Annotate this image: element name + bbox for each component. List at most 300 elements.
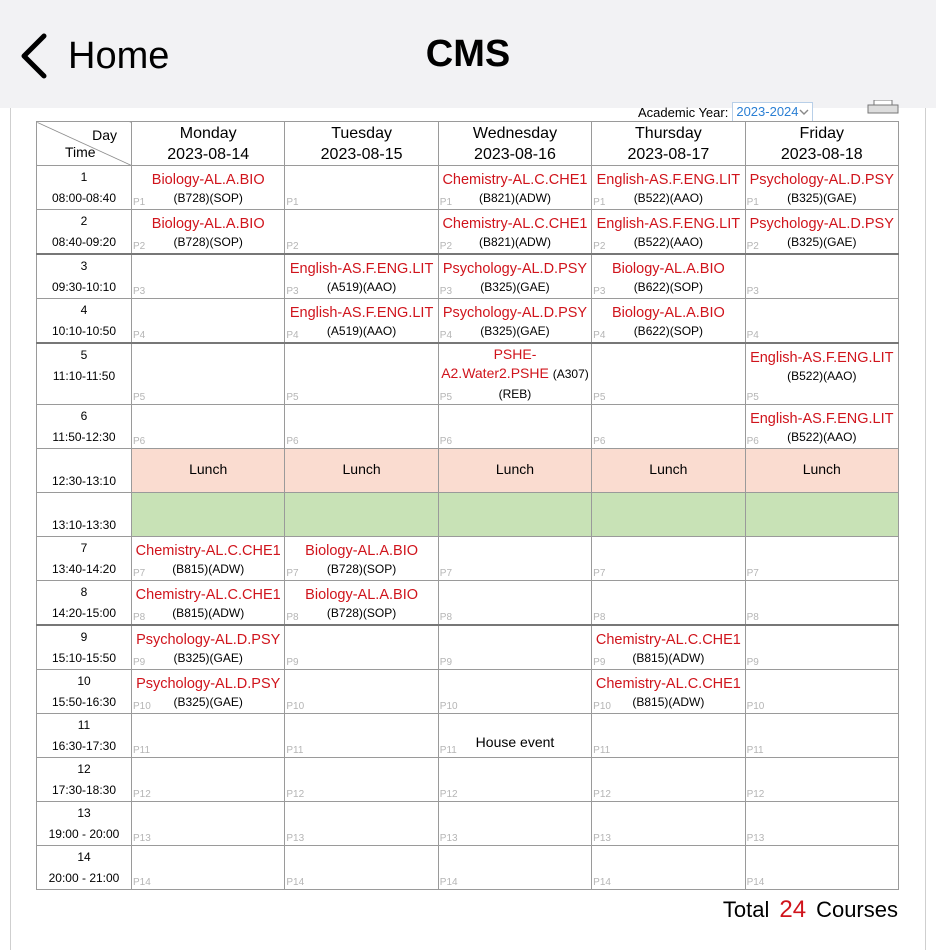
- time-cell: [37, 166, 132, 210]
- table-row: [37, 254, 899, 299]
- period-label: P4: [593, 330, 606, 341]
- day-header: [592, 122, 745, 166]
- period-time: 17:30-18:30: [51, 783, 117, 797]
- academic-year-select[interactable]: [732, 102, 812, 122]
- course-name[interactable]: Chemistry-AL.C.CHE1: [442, 172, 588, 188]
- course-name[interactable]: Chemistry-AL.C.CHE1: [595, 632, 741, 648]
- table-row: [37, 210, 899, 255]
- course-name[interactable]: Chemistry-AL.C.CHE1: [135, 543, 281, 559]
- schedule-cell[interactable]: [592, 299, 745, 344]
- period-time: 08:40-09:20: [51, 235, 117, 249]
- period-label: P2: [746, 241, 759, 252]
- period-number: [37, 493, 131, 515]
- schedule-cell[interactable]: [132, 714, 285, 758]
- period-label: P9: [746, 657, 759, 668]
- time-cell: [37, 625, 132, 670]
- period-time: 12:30-13:10: [51, 474, 117, 488]
- course-room: (B728)(SOP): [173, 191, 243, 205]
- course-room: (B815)(ADW): [172, 606, 245, 620]
- period-label: P9: [439, 657, 453, 668]
- table-row: [37, 802, 899, 846]
- course-room: (B325)(GAE): [173, 695, 243, 709]
- lunch-label: Lunch: [649, 461, 688, 477]
- period-label: P1: [286, 197, 299, 208]
- time-cell: [37, 343, 132, 405]
- lunch-cell: [745, 449, 898, 493]
- period-label: P1: [439, 197, 453, 208]
- day-date: 2023-08-15: [320, 145, 403, 163]
- period-label: P14: [286, 877, 305, 888]
- schedule-cell[interactable]: [745, 802, 898, 846]
- period-label: P6: [286, 436, 299, 447]
- period-number: 12: [77, 762, 91, 776]
- schedule-cell[interactable]: [285, 343, 438, 405]
- schedule-cell[interactable]: [592, 670, 745, 714]
- course-name[interactable]: Biology-AL.A.BIO: [305, 587, 418, 603]
- course-name[interactable]: Biology-AL.A.BIO: [611, 261, 725, 277]
- total-suffix: Courses: [816, 897, 898, 922]
- period-label: P14: [439, 877, 458, 888]
- schedule-cell[interactable]: [592, 581, 745, 626]
- day-name: Wednesday: [472, 124, 558, 142]
- schedule-cell[interactable]: [438, 581, 591, 626]
- period-label: P11: [133, 745, 151, 756]
- course-name[interactable]: English-AS.F.ENG.LIT: [596, 172, 741, 188]
- schedule-cell[interactable]: [592, 343, 745, 405]
- course-name[interactable]: Biology-AL.A.BIO: [151, 172, 265, 188]
- schedule-cell[interactable]: [438, 758, 591, 802]
- lunch-cell: [592, 449, 745, 493]
- course-room: (A519)(AAO): [326, 280, 397, 294]
- time-cell: [37, 714, 132, 758]
- day-date: 2023-08-18: [780, 145, 863, 163]
- time-cell: [37, 493, 132, 537]
- period-label: P8: [439, 612, 453, 623]
- period-label: P3: [746, 286, 759, 297]
- period-label: P13: [286, 833, 305, 844]
- schedule-cell[interactable]: [285, 758, 438, 802]
- schedule-cell[interactable]: [592, 166, 745, 210]
- schedule-cell[interactable]: [285, 581, 438, 626]
- period-label: P7: [746, 568, 759, 579]
- break-cell: [132, 493, 285, 537]
- schedule-cell[interactable]: [285, 254, 438, 299]
- schedule-cell[interactable]: [745, 670, 898, 714]
- time-cell: [37, 210, 132, 255]
- period-number: 5: [80, 348, 88, 362]
- schedule-cell[interactable]: [745, 210, 898, 255]
- period-label: P6: [593, 436, 606, 447]
- schedule-cell[interactable]: [745, 254, 898, 299]
- schedule-cell[interactable]: [745, 299, 898, 344]
- schedule-cell[interactable]: [438, 254, 591, 299]
- course-room: (B522)(AAO): [633, 191, 704, 205]
- table-row: [37, 537, 899, 581]
- course-room: (B821)(ADW): [478, 235, 551, 249]
- course-room: (B325)(GAE): [787, 235, 857, 249]
- course-room: (B325)(GAE): [480, 324, 550, 338]
- course-room: (B821)(ADW): [478, 191, 551, 205]
- period-label: P7: [439, 568, 453, 579]
- course-name[interactable]: Chemistry-AL.C.CHE1: [442, 216, 588, 232]
- break-cell: [438, 493, 591, 537]
- corner-time-label: Time: [65, 144, 96, 160]
- period-label: P10: [593, 701, 611, 712]
- schedule-cell[interactable]: [285, 846, 438, 890]
- schedule-cell[interactable]: [285, 625, 438, 670]
- schedule-cell[interactable]: [132, 758, 285, 802]
- schedule-cell[interactable]: [438, 166, 591, 210]
- period-label: P7: [286, 568, 299, 579]
- period-time: 14:20-15:00: [51, 606, 117, 620]
- period-label: P6: [439, 436, 453, 447]
- period-number: 8: [80, 585, 88, 599]
- lunch-cell: [132, 449, 285, 493]
- schedule-cell[interactable]: [592, 714, 745, 758]
- period-label: P1: [593, 197, 606, 208]
- period-label: P8: [593, 612, 606, 623]
- table-row: [37, 846, 899, 890]
- schedule-cell[interactable]: [132, 343, 285, 405]
- period-label: P12: [593, 789, 611, 800]
- schedule-cell[interactable]: [285, 166, 438, 210]
- period-label: P9: [593, 657, 606, 668]
- period-number: 9: [80, 630, 88, 644]
- schedule-cell[interactable]: [745, 166, 898, 210]
- period-label: P3: [286, 286, 299, 297]
- lunch-label: Lunch: [189, 461, 228, 477]
- table-row: [37, 625, 899, 670]
- period-time: 08:00-08:40: [51, 191, 117, 205]
- period-label: P8: [746, 612, 759, 623]
- day-date: 2023-08-14: [167, 145, 250, 163]
- course-room: (B815)(ADW): [172, 562, 245, 576]
- period-label: P11: [439, 745, 457, 756]
- course-name-part: A2.Water2.PSHE: [441, 365, 549, 381]
- day-header: [745, 122, 898, 166]
- back-label: Home: [68, 34, 170, 77]
- period-label: P5: [133, 392, 146, 403]
- day-header: [285, 122, 438, 166]
- schedule-cell[interactable]: [438, 802, 591, 846]
- period-label: P1: [746, 197, 759, 208]
- academic-year-label: Academic Year:: [638, 104, 729, 120]
- day-header: [132, 122, 285, 166]
- schedule-cell[interactable]: [592, 254, 745, 299]
- period-number: 7: [80, 541, 88, 555]
- chevron-down-icon: [799, 108, 809, 116]
- time-cell: [37, 758, 132, 802]
- period-number: 1: [80, 170, 88, 184]
- day-header-row: [37, 122, 899, 166]
- schedule-cell[interactable]: [132, 210, 285, 255]
- period-label: P13: [439, 833, 458, 844]
- period-label: P3: [593, 286, 606, 297]
- course-name[interactable]: English-AS.F.ENG.LIT: [289, 305, 434, 321]
- period-label: P12: [133, 789, 151, 800]
- period-number: 13: [77, 806, 91, 820]
- course-room: (B522)(AAO): [633, 235, 704, 249]
- course-room: (A307): [552, 367, 589, 381]
- period-label: P10: [286, 701, 305, 712]
- table-row: [37, 299, 899, 344]
- schedule-cell[interactable]: [132, 670, 285, 714]
- period-label: P13: [593, 833, 611, 844]
- schedule-cell[interactable]: [285, 210, 438, 255]
- period-time: 09:30-10:10: [51, 280, 117, 294]
- schedule-cell[interactable]: [132, 802, 285, 846]
- period-number: 11: [77, 718, 91, 732]
- schedule-cell[interactable]: [438, 670, 591, 714]
- period-label: P5: [286, 392, 299, 403]
- table-row: [37, 405, 899, 449]
- table-row: [37, 166, 899, 210]
- schedule-cell[interactable]: [132, 537, 285, 581]
- break-cell: [745, 493, 898, 537]
- period-label: P2: [593, 241, 606, 252]
- course-room: (B325)(GAE): [480, 280, 550, 294]
- time-cell: [37, 846, 132, 890]
- schedule-cell[interactable]: [132, 581, 285, 626]
- schedule-cell[interactable]: [132, 166, 285, 210]
- period-label: P4: [286, 330, 299, 341]
- period-label: P13: [746, 833, 765, 844]
- period-number: 10: [77, 674, 91, 688]
- period-label: P11: [593, 745, 611, 756]
- time-cell: [37, 581, 132, 626]
- total-prefix: Total: [722, 897, 770, 922]
- period-time: 19:00 - 20:00: [48, 827, 120, 841]
- schedule-cell[interactable]: [745, 537, 898, 581]
- period-label: P7: [133, 568, 146, 579]
- schedule-cell[interactable]: [438, 210, 591, 255]
- course-name[interactable]: Psychology-AL.D.PSY: [136, 632, 281, 648]
- time-cell: [37, 537, 132, 581]
- course-room: (B728)(SOP): [326, 606, 397, 620]
- schedule-cell[interactable]: [438, 625, 591, 670]
- period-time: 11:10-11:50: [52, 369, 116, 383]
- day-name: Friday: [799, 124, 844, 142]
- course-name[interactable]: English-AS.F.ENG.LIT: [750, 350, 894, 366]
- period-time: 15:10-15:50: [51, 651, 117, 665]
- course-room: (B815)(ADW): [632, 695, 705, 709]
- day-name: Monday: [179, 124, 237, 142]
- course-name[interactable]: Psychology-AL.D.PSY: [442, 305, 588, 321]
- period-label: P4: [133, 330, 146, 341]
- schedule-cell[interactable]: [745, 714, 898, 758]
- period-label: P2: [286, 241, 299, 252]
- period-time: 15:50-16:30: [51, 695, 117, 709]
- total-count: 24: [779, 896, 807, 923]
- period-label: P7: [593, 568, 606, 579]
- period-time: 20:00 - 21:00: [48, 871, 120, 885]
- course-room: (B728)(SOP): [173, 235, 243, 249]
- schedule-cell[interactable]: [592, 758, 745, 802]
- schedule-cell[interactable]: [438, 405, 591, 449]
- period-number: 6: [80, 409, 88, 423]
- lunch-cell: [438, 449, 591, 493]
- period-label: P1: [133, 197, 146, 208]
- period-label: P12: [746, 789, 765, 800]
- nav-bar: [0, 0, 936, 108]
- course-name[interactable]: English-AS.F.ENG.LIT: [596, 216, 741, 232]
- schedule-cell[interactable]: [745, 405, 898, 449]
- course-name[interactable]: English-AS.F.ENG.LIT: [750, 411, 894, 427]
- course-name[interactable]: Psychology-AL.D.PSY: [749, 172, 894, 188]
- period-label: P4: [439, 330, 453, 341]
- period-label: P3: [133, 286, 146, 297]
- total-courses: [723, 896, 898, 924]
- break-cell: [592, 493, 745, 537]
- time-cell: [37, 299, 132, 344]
- period-label: P5: [746, 392, 759, 403]
- time-cell: [37, 670, 132, 714]
- period-label: P2: [439, 241, 453, 252]
- break-row: [37, 493, 899, 537]
- course-name[interactable]: Psychology-AL.D.PSY: [442, 261, 588, 277]
- schedule-cell[interactable]: [592, 802, 745, 846]
- period-label: P3: [439, 286, 453, 297]
- period-label: P8: [133, 612, 146, 623]
- schedule-cell[interactable]: [132, 299, 285, 344]
- period-label: P2: [133, 241, 146, 252]
- schedule-cell[interactable]: [285, 537, 438, 581]
- period-label: P11: [286, 745, 304, 756]
- course-name[interactable]: Biology-AL.A.BIO: [611, 305, 725, 321]
- schedule-cell[interactable]: [592, 210, 745, 255]
- course-room: (B325)(GAE): [173, 651, 243, 665]
- schedule-cell[interactable]: [745, 846, 898, 890]
- lunch-row: [37, 449, 899, 493]
- schedule-cell[interactable]: [285, 802, 438, 846]
- schedule-cell[interactable]: [438, 846, 591, 890]
- day-header: [438, 122, 591, 166]
- course-name[interactable]: Chemistry-AL.C.CHE1: [135, 587, 281, 603]
- period-number: 2: [80, 214, 88, 228]
- period-label: P10: [746, 701, 765, 712]
- period-label: P11: [746, 745, 764, 756]
- schedule-cell[interactable]: [132, 405, 285, 449]
- academic-year-value: 2023-2024: [736, 104, 799, 119]
- course-name[interactable]: English-AS.F.ENG.LIT: [289, 261, 434, 277]
- lunch-cell: [285, 449, 438, 493]
- day-date: 2023-08-16: [474, 145, 556, 163]
- schedule-cell[interactable]: [285, 405, 438, 449]
- schedule-cell[interactable]: [745, 581, 898, 626]
- period-label: P9: [133, 657, 146, 668]
- period-label: P14: [746, 877, 765, 888]
- course-room: (B622)(SOP): [633, 280, 704, 294]
- table-row: [37, 714, 899, 758]
- period-label: P5: [439, 392, 453, 403]
- table-row: [37, 581, 899, 626]
- schedule-cell[interactable]: [438, 299, 591, 344]
- schedule-cell[interactable]: [285, 714, 438, 758]
- schedule-cell[interactable]: [132, 625, 285, 670]
- table-row: [37, 758, 899, 802]
- course-name[interactable]: Chemistry-AL.C.CHE1: [595, 676, 741, 692]
- academic-year: [638, 101, 813, 123]
- schedule-cell[interactable]: [745, 758, 898, 802]
- period-time: 11:50-12:30: [52, 430, 116, 444]
- period-number: 14: [77, 850, 91, 864]
- course-room: (B622)(SOP): [633, 324, 704, 338]
- period-label: P8: [286, 612, 299, 623]
- period-label: P9: [286, 657, 299, 668]
- schedule-cell[interactable]: [592, 846, 745, 890]
- page-title: CMS: [425, 33, 511, 75]
- period-label: P14: [593, 877, 611, 888]
- schedule-cell[interactable]: [745, 343, 898, 405]
- course-name[interactable]: Biology-AL.A.BIO: [305, 543, 418, 559]
- table-row: [37, 343, 899, 405]
- timetable: [36, 121, 899, 890]
- course-name-part: PSHE-: [493, 346, 537, 362]
- schedule-cell[interactable]: [438, 537, 591, 581]
- period-number: 4: [80, 303, 88, 317]
- schedule-cell[interactable]: [132, 846, 285, 890]
- period-label: P5: [593, 392, 606, 403]
- period-label: P10: [133, 701, 151, 712]
- period-label: P13: [133, 833, 151, 844]
- schedule-cell[interactable]: [438, 343, 591, 405]
- schedule-cell[interactable]: [592, 405, 745, 449]
- course-name[interactable]: Biology-AL.A.BIO: [151, 216, 265, 232]
- period-label: P12: [439, 789, 458, 800]
- time-cell: [37, 254, 132, 299]
- course-room: (B815)(ADW): [632, 651, 705, 665]
- day-name: Tuesday: [331, 124, 392, 142]
- course-name[interactable]: [439, 344, 591, 404]
- period-label: P12: [286, 789, 305, 800]
- table-row: [37, 670, 899, 714]
- schedule-cell[interactable]: [592, 537, 745, 581]
- break-cell: [285, 493, 438, 537]
- course-room: (A519)(AAO): [326, 324, 397, 338]
- corner-day-label: Day: [92, 127, 117, 143]
- course-name[interactable]: Psychology-AL.D.PSY: [136, 676, 281, 692]
- period-time: 10:10-10:50: [51, 324, 117, 338]
- time-cell: [37, 449, 132, 493]
- day-date: 2023-08-17: [627, 145, 710, 163]
- print-icon[interactable]: [866, 100, 900, 114]
- course-room: (B522)(AAO): [787, 369, 857, 383]
- schedule-cell[interactable]: [438, 714, 591, 758]
- period-label: P14: [133, 877, 151, 888]
- schedule-cell[interactable]: [132, 254, 285, 299]
- period-time: 13:40-14:20: [51, 562, 117, 576]
- time-cell: [37, 405, 132, 449]
- lunch-label: Lunch: [342, 461, 381, 477]
- period-label: P6: [746, 436, 759, 447]
- course-room: (B522)(AAO): [787, 430, 857, 444]
- period-number: 3: [80, 259, 88, 273]
- schedule-cell[interactable]: [285, 670, 438, 714]
- schedule-cell[interactable]: [592, 625, 745, 670]
- period-number: [37, 449, 131, 471]
- period-time: 16:30-17:30: [51, 739, 117, 753]
- event-name: House event: [475, 734, 555, 750]
- lunch-label: Lunch: [802, 461, 841, 477]
- course-name[interactable]: Psychology-AL.D.PSY: [749, 216, 894, 232]
- day-name: Thursday: [635, 124, 702, 142]
- lunch-label: Lunch: [495, 461, 535, 477]
- course-room: (B728)(SOP): [326, 562, 397, 576]
- period-time: 13:10-13:30: [51, 518, 117, 532]
- schedule-cell[interactable]: [285, 299, 438, 344]
- schedule-cell[interactable]: [745, 625, 898, 670]
- period-label: P10: [439, 701, 458, 712]
